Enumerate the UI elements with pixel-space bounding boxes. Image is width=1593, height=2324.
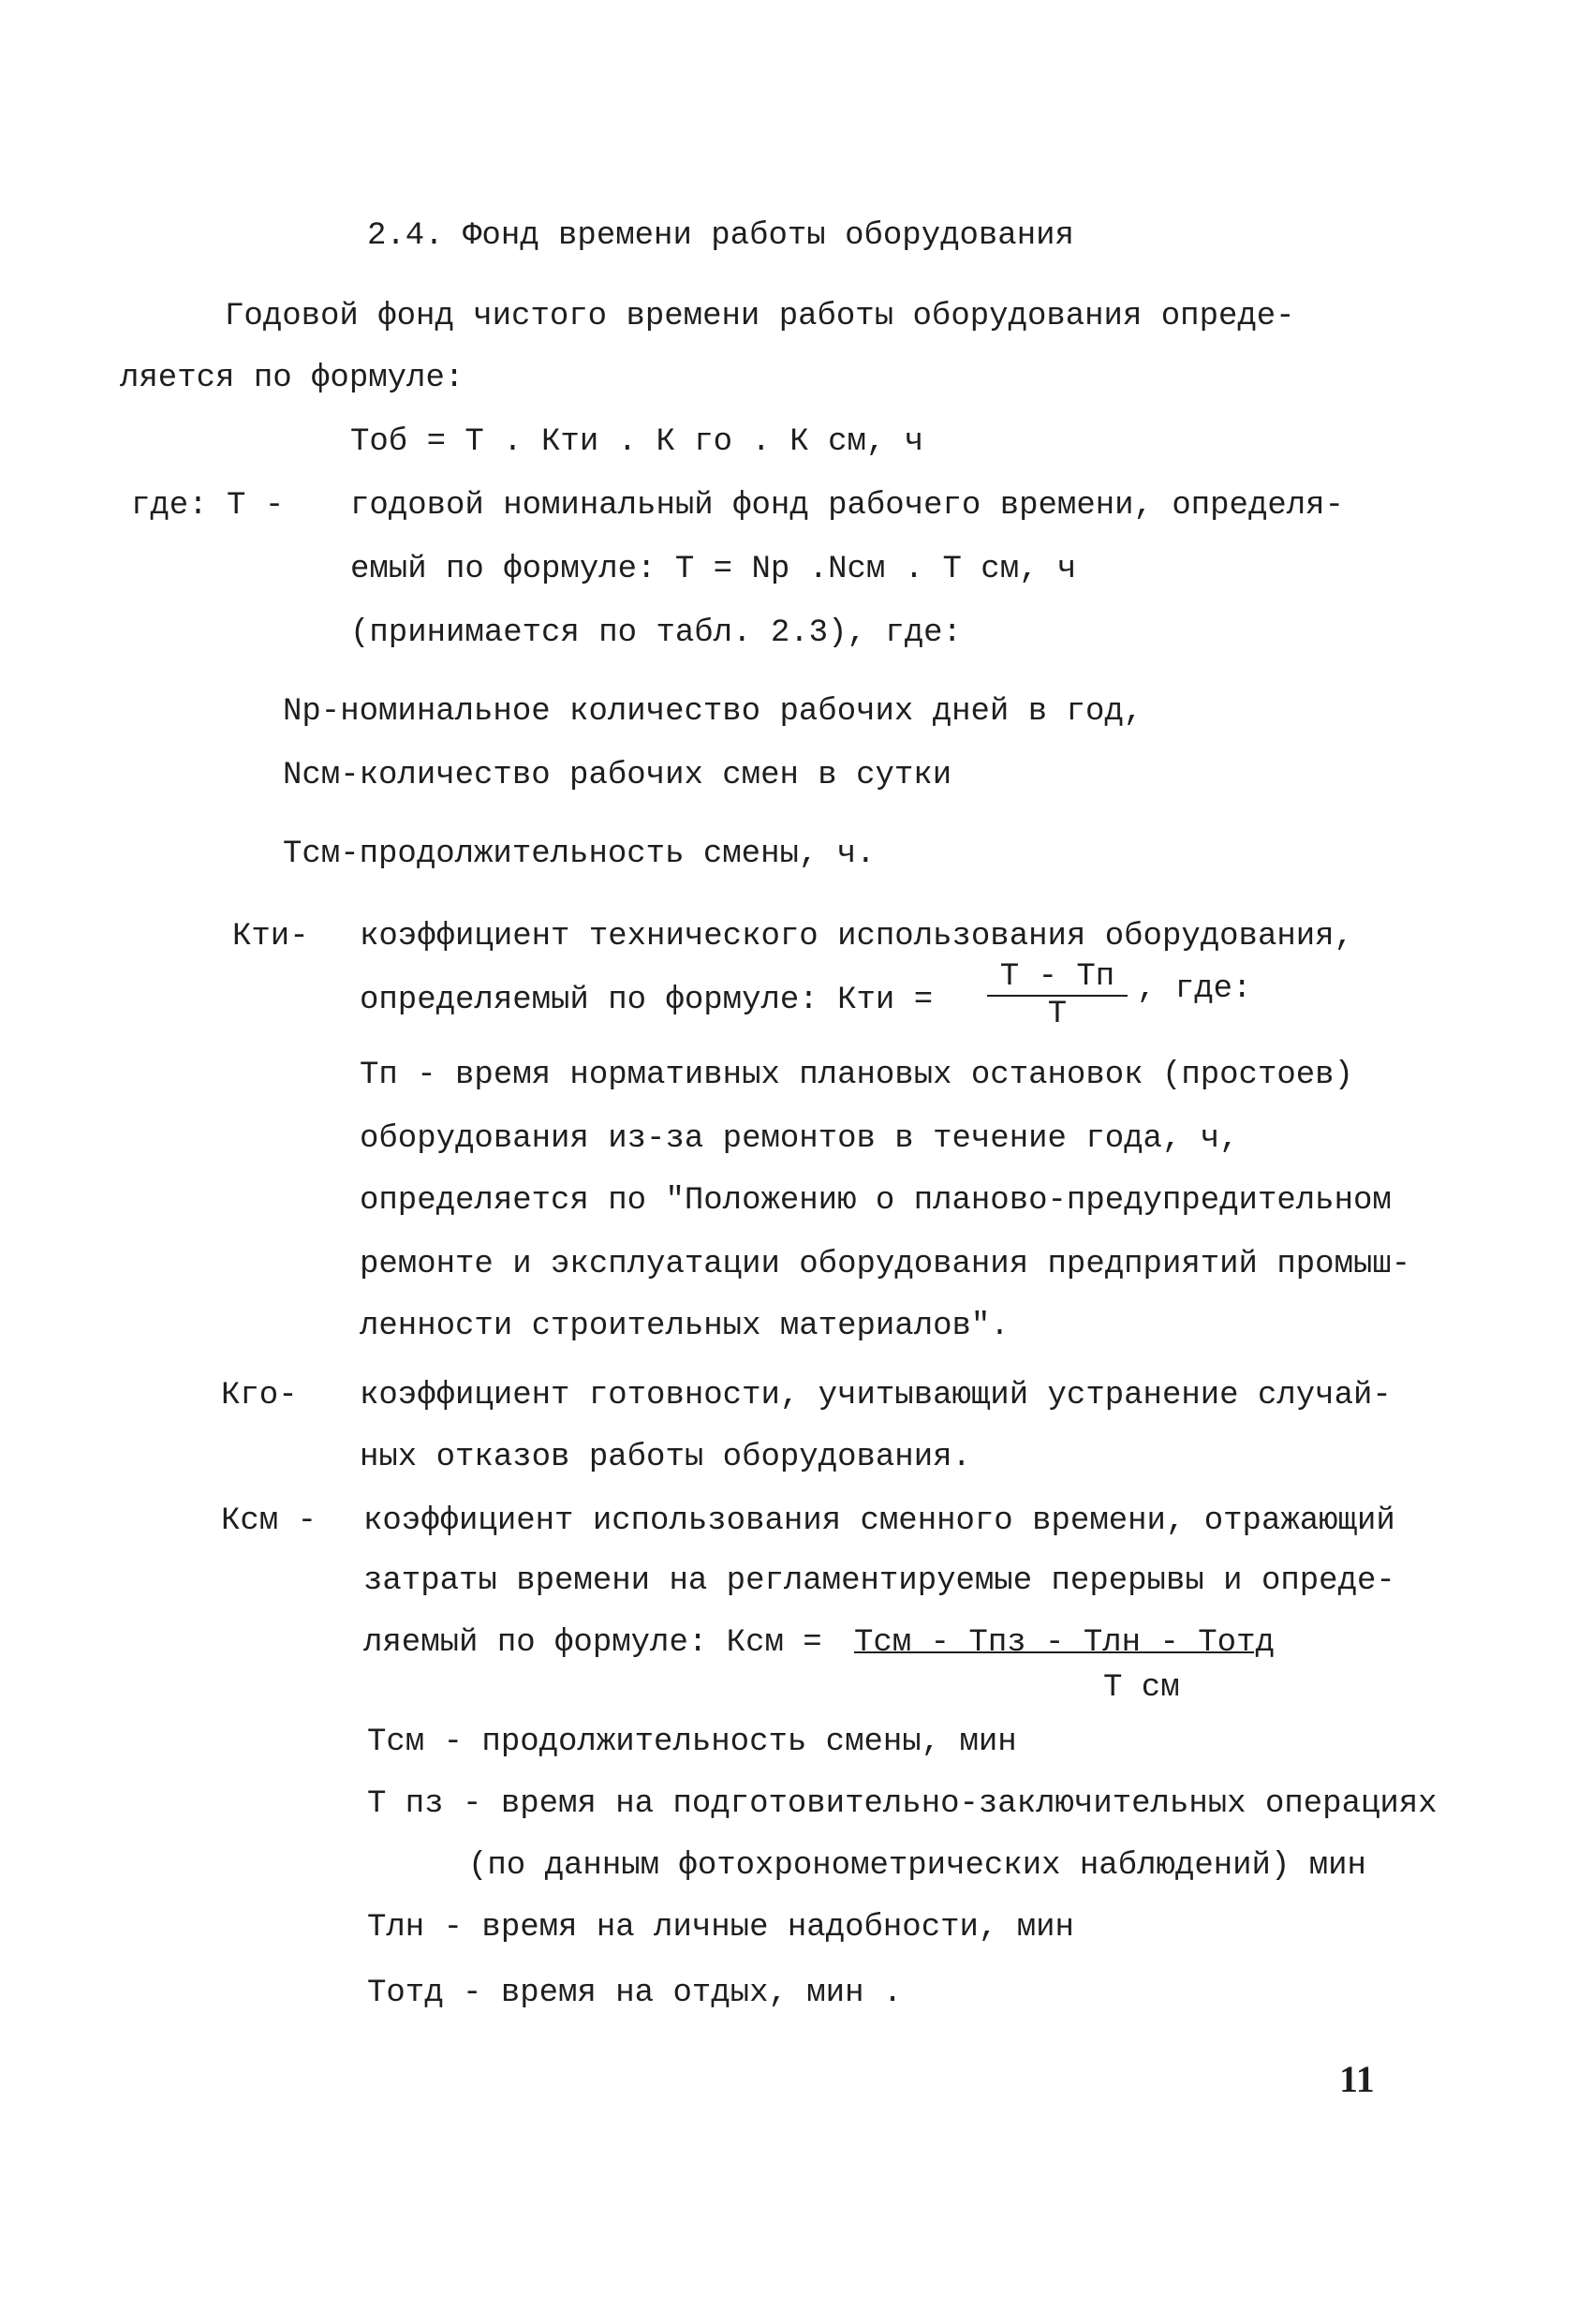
- tp-line-5: ленности строительных материалов".: [360, 1309, 1010, 1344]
- section-title: 2.4. Фонд времени работы оборудования: [367, 218, 1074, 254]
- kti-fraction-numerator: Т - Тп: [987, 961, 1128, 997]
- kti-line-1: коэффициент технического использования оборудования,: [360, 919, 1353, 955]
- where-t-line-1: годовой номинальный фонд рабочего времени, определя-: [350, 488, 1344, 524]
- intro-line-2: ляется по формуле:: [120, 361, 465, 396]
- ksm-def-tsm: Тсм - продолжительность смены, мин: [367, 1724, 1017, 1760]
- tp-line-1: Тп - время нормативных плановых остановок (простоев): [360, 1058, 1353, 1093]
- kti-fraction: [987, 961, 1128, 1030]
- def-nsm: Nсм-количество рабочих смен в сутки: [283, 758, 952, 793]
- main-formula: Тоб = Т . Кти . К го . К см, ч: [350, 424, 924, 460]
- ksm-label: Ксм -: [221, 1503, 317, 1539]
- def-tsm: Тсм-продолжительность смены, ч.: [283, 836, 876, 872]
- kti-line-2: определяемый по формуле: Кти =: [360, 983, 934, 1018]
- kti-label: Кти-: [232, 919, 309, 955]
- ksm-line-1: коэффициент использования сменного времени, отражающий: [363, 1503, 1395, 1539]
- ksm-def-tpz-cont: (по данным фотохронометрических наблюдений) мин: [468, 1848, 1366, 1884]
- where-t-line-2: емый по формуле: Т = Nр .Nсм . Т см, ч: [350, 552, 1077, 587]
- where-t-label: где: Т -: [131, 488, 285, 524]
- kti-after-fraction: , где:: [1137, 971, 1252, 1007]
- tp-line-4: ремонте и эксплуатации оборудования предприятий промыш-: [360, 1247, 1411, 1282]
- ksm-line-3: ляемый по формуле: Ксм =: [363, 1625, 822, 1661]
- tp-line-3: определяется по "Положению о планово-предупредительном: [360, 1183, 1392, 1219]
- kgo-label: Кго-: [221, 1378, 298, 1414]
- tp-line-2: оборудования из-за ремонтов в течение года, ч,: [360, 1121, 1239, 1157]
- ksm-line-2: затраты времени на регламентируемые перерывы и опреде-: [363, 1563, 1395, 1599]
- ksm-def-tln: Тлн - время на личные надобности, мин: [367, 1910, 1074, 1946]
- where-t-line-3: (принимается по табл. 2.3), где:: [350, 615, 962, 651]
- intro-line-1: Годовой фонд чистого времени работы оборудования опреде-: [225, 299, 1295, 334]
- ksm-def-tpz: Т пз - время на подготовительно-заключительных операциях: [367, 1786, 1438, 1822]
- kgo-line-1: коэффициент готовности, учитывающий устранение случай-: [360, 1378, 1392, 1414]
- kti-fraction-denominator: Т: [1047, 997, 1068, 1032]
- ksm-def-totd: Тотд - время на отдых, мин .: [367, 1976, 903, 2011]
- def-np: Nр-номинальное количество рабочих дней в год,: [283, 694, 1143, 730]
- ksm-numerator: Тсм - Тпз - Тлн - Тотд: [854, 1625, 1275, 1661]
- kgo-line-2: ных отказов работы оборудования.: [360, 1440, 971, 1475]
- ksm-denominator: Т см: [1103, 1670, 1180, 1706]
- page-number: 11: [1339, 2058, 1375, 2100]
